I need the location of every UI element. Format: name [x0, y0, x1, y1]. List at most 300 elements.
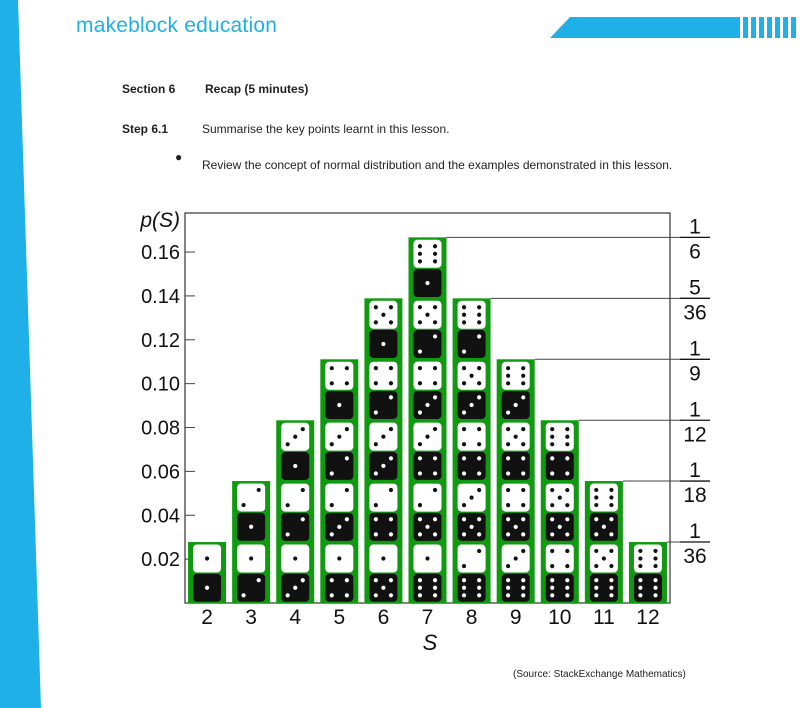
die-pip	[389, 578, 393, 582]
y-tick-label: 0.14	[141, 285, 180, 308]
die-pip	[389, 305, 393, 309]
die-pip	[389, 366, 393, 370]
die-pip	[462, 320, 466, 324]
die-pip	[381, 342, 385, 346]
section-title: Recap (5 minutes)	[205, 82, 309, 96]
die-pip	[418, 456, 422, 460]
die-pip	[418, 532, 422, 536]
die-pip	[521, 427, 525, 431]
die-pip	[418, 586, 422, 590]
die-pip	[301, 427, 305, 431]
die-pip	[594, 488, 598, 492]
x-tick-label: 3	[245, 606, 257, 629]
die-pip	[433, 320, 437, 324]
die-pip	[301, 488, 305, 492]
die-pip	[374, 381, 378, 385]
die-pip	[609, 495, 613, 499]
die-white	[546, 545, 574, 573]
die-pip	[462, 593, 466, 597]
die-pip	[506, 564, 510, 568]
die-pip	[594, 532, 598, 536]
die-pip	[433, 381, 437, 385]
die-pip	[609, 578, 613, 582]
die-pip	[550, 593, 554, 597]
die-pip	[433, 532, 437, 536]
die-pip	[550, 564, 554, 568]
fraction-denominator: 12	[683, 423, 707, 447]
die-pip	[433, 305, 437, 309]
die-pip	[506, 456, 510, 460]
brand-logo-text: makeblock education	[76, 14, 278, 37]
die-pip	[550, 488, 554, 492]
die-pip	[565, 578, 569, 582]
die-pip	[425, 313, 429, 317]
die-white	[237, 484, 265, 512]
die-pip	[293, 586, 297, 590]
die-pip	[477, 456, 481, 460]
die-pip	[330, 503, 334, 507]
die-pip	[381, 464, 385, 468]
die-pip	[418, 381, 422, 385]
die-pip	[418, 442, 422, 446]
die-white	[634, 544, 662, 572]
die-white	[325, 484, 353, 512]
die-pip	[609, 564, 613, 568]
die-pip	[565, 471, 569, 475]
die-pip	[521, 488, 525, 492]
die-pip	[565, 456, 569, 460]
die-pip	[477, 395, 481, 399]
die-pip	[205, 586, 209, 590]
die-pip	[330, 593, 334, 597]
die-pip	[374, 366, 378, 370]
die-pip	[638, 549, 642, 553]
die-pip	[550, 435, 554, 439]
x-tick-label: 5	[333, 606, 346, 629]
die-pip	[389, 517, 393, 521]
die-pip	[550, 456, 554, 460]
die-black	[325, 574, 353, 602]
die-pip	[550, 471, 554, 475]
die-white	[281, 484, 309, 512]
die-black	[546, 574, 574, 602]
fraction-numerator: 1	[689, 520, 701, 544]
die-pip	[462, 517, 466, 521]
die-pip	[565, 549, 569, 553]
die-black	[458, 574, 486, 602]
die-pip	[506, 578, 510, 582]
die-pip	[521, 442, 525, 446]
die-pip	[550, 517, 554, 521]
die-pip	[521, 456, 525, 460]
die-pip	[638, 586, 642, 590]
die-pip	[558, 496, 562, 500]
die-pip	[418, 252, 422, 256]
die-pip	[345, 578, 349, 582]
die-pip	[477, 517, 481, 521]
die-pip	[521, 593, 525, 597]
die-pip	[550, 442, 554, 446]
y-axis-label: p(S)	[140, 209, 180, 232]
bullet-marker: ●	[175, 150, 183, 164]
fraction-denominator: 36	[683, 545, 707, 569]
source-citation: (Source: StackExchange Mathematics)	[513, 669, 686, 680]
die-pip	[337, 403, 341, 407]
die-pip	[286, 532, 290, 536]
die-pip	[374, 305, 378, 309]
x-tick-label: 6	[377, 606, 390, 629]
die-pip	[462, 305, 466, 309]
die-pip	[374, 471, 378, 475]
die-pip	[514, 403, 518, 407]
die-pip	[249, 556, 253, 560]
die-pip	[286, 442, 290, 446]
fraction-denominator: 6	[689, 240, 701, 264]
die-white	[414, 484, 442, 512]
die-pip	[462, 349, 466, 353]
die-pip	[609, 503, 613, 507]
die-pip	[286, 593, 290, 597]
die-pip	[506, 488, 510, 492]
die-pip	[477, 366, 481, 370]
die-pip	[462, 381, 466, 385]
die-pip	[550, 503, 554, 507]
die-pip	[389, 488, 393, 492]
die-pip	[462, 503, 466, 507]
x-tick-label: 2	[201, 606, 213, 629]
x-tick-label: 7	[421, 606, 434, 629]
die-pip	[594, 549, 598, 553]
die-pip	[433, 488, 437, 492]
die-pip	[653, 549, 657, 553]
die-pip	[389, 395, 393, 399]
fraction-numerator: 5	[689, 276, 701, 300]
die-black	[634, 574, 662, 602]
x-tick-label: 9	[509, 606, 522, 629]
die-pip	[462, 456, 466, 460]
die-pip	[433, 259, 437, 263]
die-pip	[565, 593, 569, 597]
fraction-numerator: 1	[689, 459, 701, 483]
die-pip	[418, 578, 422, 582]
die-pip	[506, 471, 510, 475]
die-pip	[425, 525, 429, 529]
die-black	[237, 574, 265, 602]
die-pip	[565, 517, 569, 521]
die-pip	[638, 593, 642, 597]
die-pip	[374, 410, 378, 414]
die-pip	[389, 320, 393, 324]
die-pip	[345, 593, 349, 597]
die-pip	[477, 593, 481, 597]
die-white	[414, 362, 442, 390]
die-pip	[506, 593, 510, 597]
die-white	[458, 545, 486, 573]
die-pip	[521, 381, 525, 385]
fraction-denominator: 9	[689, 362, 701, 386]
die-black	[414, 574, 442, 602]
die-pip	[374, 517, 378, 521]
die-pip	[330, 578, 334, 582]
fraction-numerator: 1	[689, 398, 701, 422]
die-pip	[418, 320, 422, 324]
die-pip	[565, 503, 569, 507]
die-pip	[345, 456, 349, 460]
die-pip	[345, 366, 349, 370]
y-tick-label: 0.12	[141, 329, 180, 352]
die-black	[590, 574, 618, 602]
die-pip	[433, 427, 437, 431]
die-pip	[609, 593, 613, 597]
die-black	[369, 391, 397, 419]
die-pip	[374, 442, 378, 446]
die-pip	[550, 586, 554, 590]
die-pip	[521, 517, 525, 521]
die-pip	[594, 495, 598, 499]
die-white	[546, 423, 574, 451]
die-pip	[594, 578, 598, 582]
die-pip	[477, 549, 481, 553]
die-pip	[653, 586, 657, 590]
die-pip	[389, 532, 393, 536]
x-axis-label: S	[422, 630, 438, 655]
die-pip	[462, 313, 466, 317]
die-pip	[418, 244, 422, 248]
fraction-numerator: 1	[689, 215, 701, 239]
die-pip	[330, 471, 334, 475]
die-pip	[433, 578, 437, 582]
die-pip	[301, 578, 305, 582]
step-text: Summarise the key points learnt in this lesson.	[202, 122, 450, 136]
die-black	[281, 513, 309, 541]
die-white	[325, 362, 353, 390]
die-pip	[374, 320, 378, 324]
die-pip	[506, 366, 510, 370]
die-pip	[374, 578, 378, 582]
die-pip	[638, 556, 642, 560]
die-pip	[653, 578, 657, 582]
die-pip	[433, 456, 437, 460]
die-pip	[389, 381, 393, 385]
y-tick-label: 0.02	[141, 549, 180, 572]
die-pip	[550, 578, 554, 582]
die-white	[502, 362, 530, 390]
die-pip	[506, 503, 510, 507]
die-pip	[330, 366, 334, 370]
x-tick-label: 4	[289, 606, 302, 629]
die-pip	[425, 435, 429, 439]
die-pip	[477, 320, 481, 324]
die-pip	[638, 564, 642, 568]
die-white	[502, 484, 530, 512]
die-pip	[462, 366, 466, 370]
die-pip	[565, 442, 569, 446]
die-white	[369, 484, 397, 512]
die-pip	[514, 556, 518, 560]
die-pip	[462, 564, 466, 568]
die-pip	[433, 586, 437, 590]
die-pip	[293, 464, 297, 468]
die-pip	[594, 517, 598, 521]
die-pip	[241, 593, 245, 597]
die-pip	[418, 366, 422, 370]
die-pip	[345, 381, 349, 385]
die-pip	[602, 556, 606, 560]
die-pip	[594, 503, 598, 507]
die-pip	[477, 532, 481, 536]
die-pip	[433, 593, 437, 597]
die-pip	[514, 525, 518, 529]
die-pip	[418, 471, 422, 475]
die-pip	[293, 435, 297, 439]
y-tick-label: 0.06	[141, 461, 180, 484]
die-pip	[477, 313, 481, 317]
y-tick-label: 0.10	[141, 373, 180, 396]
die-pip	[594, 586, 598, 590]
die-pip	[462, 442, 466, 446]
die-pip	[565, 564, 569, 568]
die-pip	[374, 593, 378, 597]
die-pip	[638, 578, 642, 582]
y-tick-label: 0.04	[141, 505, 180, 528]
die-pip	[433, 395, 437, 399]
die-pip	[550, 549, 554, 553]
die-pip	[653, 556, 657, 560]
die-pip	[381, 556, 385, 560]
die-pip	[477, 334, 481, 338]
die-black	[502, 574, 530, 602]
y-tick-label: 0.16	[141, 242, 180, 265]
x-tick-label: 11	[592, 606, 615, 629]
die-pip	[257, 488, 261, 492]
die-pip	[462, 410, 466, 414]
die-pip	[337, 435, 341, 439]
die-pip	[506, 427, 510, 431]
die-pip	[374, 503, 378, 507]
die-black	[414, 452, 442, 480]
die-pip	[565, 427, 569, 431]
die-pip	[609, 488, 613, 492]
die-pip	[550, 427, 554, 431]
die-pip	[425, 281, 429, 285]
die-pip	[462, 578, 466, 582]
fraction-denominator: 36	[683, 301, 707, 325]
die-pip	[506, 442, 510, 446]
die-pip	[249, 525, 253, 529]
die-pip	[241, 503, 245, 507]
die-white	[369, 362, 397, 390]
die-pip	[521, 503, 525, 507]
die-pip	[433, 252, 437, 256]
die-pip	[337, 556, 341, 560]
die-pip	[462, 471, 466, 475]
die-pip	[521, 532, 525, 536]
die-pip	[506, 517, 510, 521]
x-tick-label: 10	[548, 606, 572, 629]
die-pip	[521, 366, 525, 370]
die-pip	[293, 556, 297, 560]
die-black	[502, 452, 530, 480]
die-pip	[558, 525, 562, 529]
die-pip	[565, 586, 569, 590]
die-pip	[433, 517, 437, 521]
die-pip	[345, 517, 349, 521]
die-pip	[550, 532, 554, 536]
die-pip	[257, 578, 261, 582]
die-pip	[477, 381, 481, 385]
die-pip	[609, 586, 613, 590]
die-pip	[462, 586, 466, 590]
die-pip	[521, 374, 525, 378]
die-black	[546, 452, 574, 480]
die-pip	[506, 374, 510, 378]
die-pip	[418, 305, 422, 309]
die-pip	[477, 488, 481, 492]
die-pip	[477, 471, 481, 475]
die-pip	[462, 427, 466, 431]
x-tick-label: 8	[465, 606, 478, 629]
die-pip	[506, 410, 510, 414]
die-pip	[389, 456, 393, 460]
die-pip	[469, 374, 473, 378]
die-pip	[521, 471, 525, 475]
die-pip	[521, 549, 525, 553]
die-pip	[381, 435, 385, 439]
die-pip	[477, 578, 481, 582]
die-pip	[609, 532, 613, 536]
die-pip	[425, 556, 429, 560]
die-pip	[433, 334, 437, 338]
die-pip	[521, 395, 525, 399]
die-pip	[565, 532, 569, 536]
die-pip	[418, 410, 422, 414]
fraction-numerator: 1	[689, 337, 701, 361]
die-pip	[345, 427, 349, 431]
bullet-text: Review the concept of normal distribution and the examples demonstrated in this lesson.	[202, 158, 673, 172]
die-pip	[418, 503, 422, 507]
die-pip	[477, 442, 481, 446]
die-pip	[389, 593, 393, 597]
die-pip	[653, 564, 657, 568]
die-pip	[609, 517, 613, 521]
die-pip	[389, 427, 393, 431]
die-pip	[469, 403, 473, 407]
die-pip	[330, 532, 334, 536]
die-pip	[433, 471, 437, 475]
die-pip	[521, 578, 525, 582]
die-pip	[418, 593, 422, 597]
die-black	[325, 452, 353, 480]
die-pip	[594, 564, 598, 568]
die-pip	[330, 442, 334, 446]
die-pip	[477, 586, 481, 590]
die-pip	[594, 593, 598, 597]
die-pip	[433, 244, 437, 248]
die-white	[458, 423, 486, 451]
fraction-denominator: 18	[683, 484, 707, 508]
die-pip	[477, 427, 481, 431]
die-black	[458, 330, 486, 358]
die-pip	[374, 532, 378, 536]
die-pip	[425, 403, 429, 407]
die-pip	[381, 313, 385, 317]
die-pip	[301, 517, 305, 521]
die-black	[369, 513, 397, 541]
die-pip	[205, 556, 209, 560]
die-pip	[433, 366, 437, 370]
die-black	[414, 330, 442, 358]
die-pip	[469, 495, 473, 499]
